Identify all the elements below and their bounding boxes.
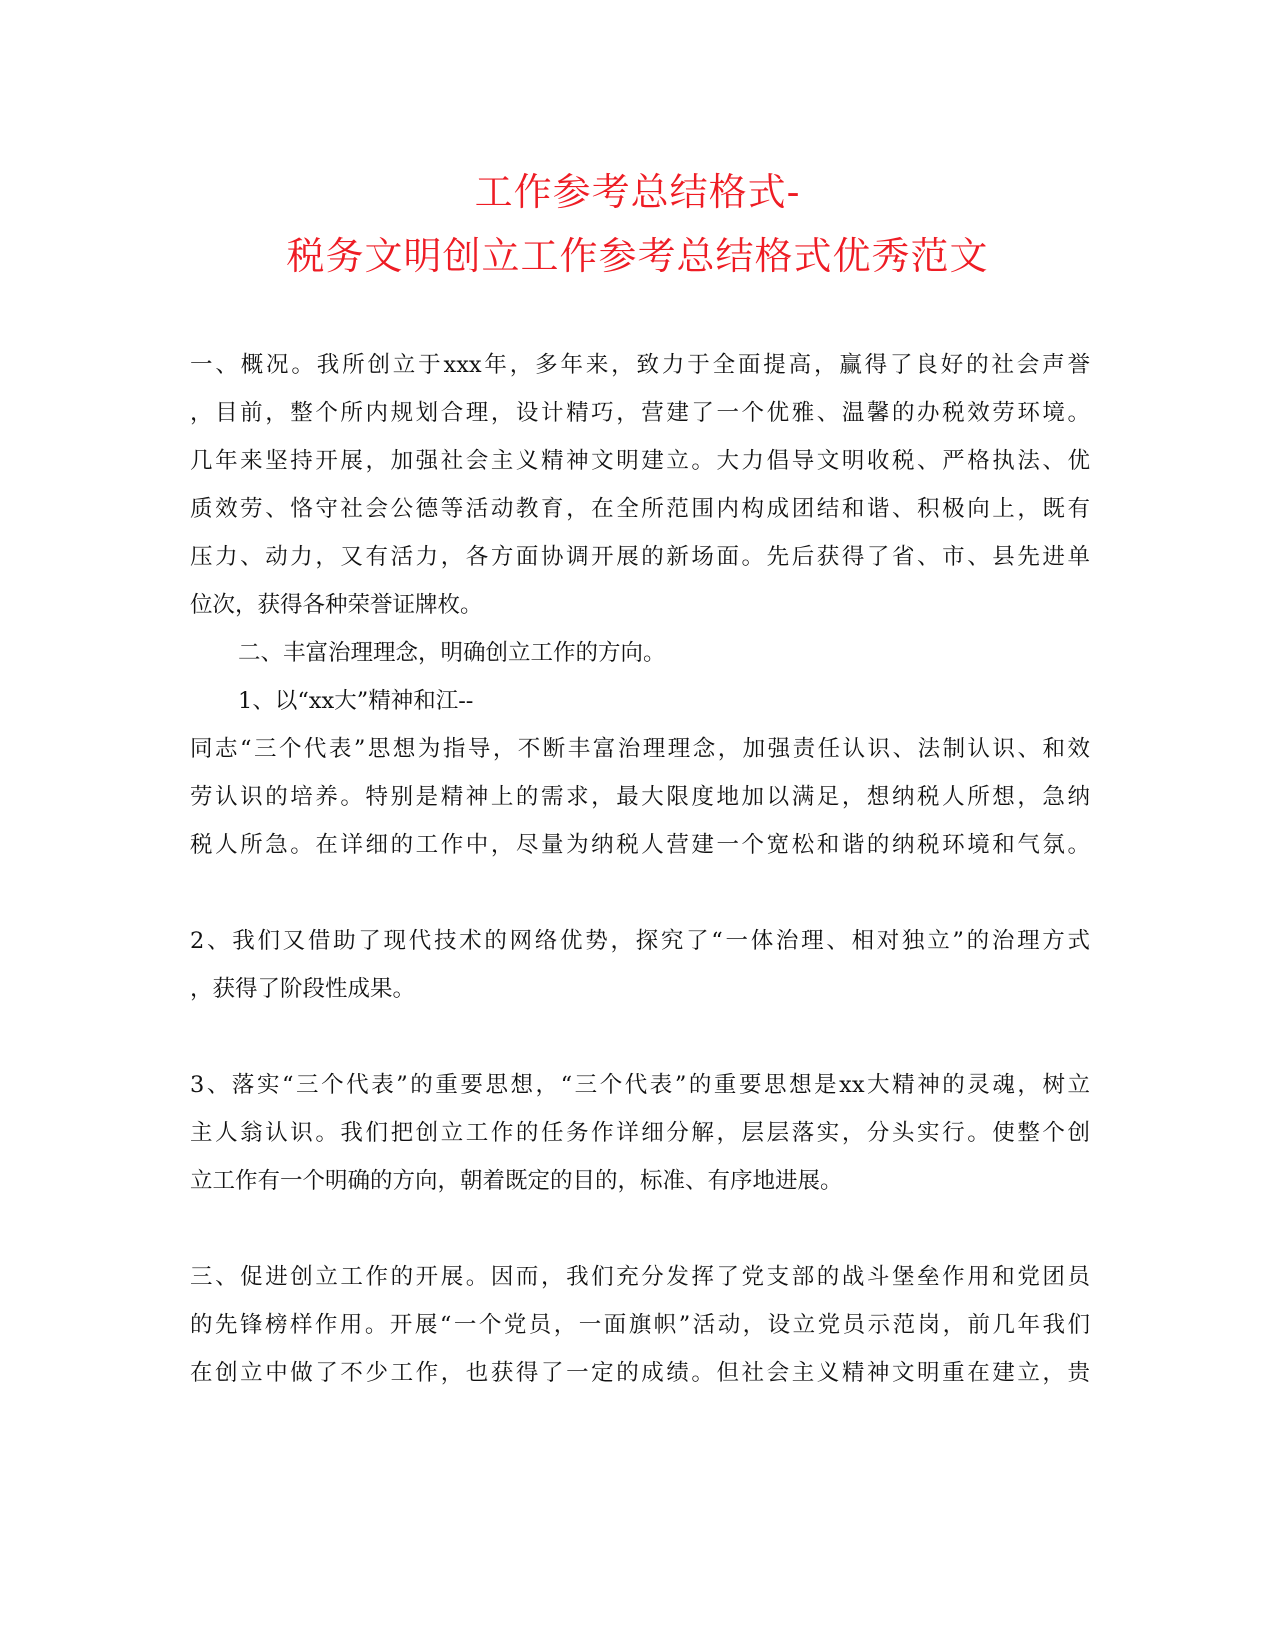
text-line: 税人所急。在详细的工作中，尽量为纳税人营建一个宽松和谐的纳税环境和气氛。 bbox=[190, 832, 1090, 858]
document-body bbox=[190, 341, 1090, 1397]
text-line: 三、促进创立工作的开展。因而，我们充分发挥了党支部的战斗堡垒作用和党团员 bbox=[190, 1264, 1090, 1290]
text-line: 2、我们又借助了现代技术的网络优势，探究了“一体治理、相对独立”的治理方式 bbox=[190, 928, 1090, 954]
title-line-2: 税务文明创立工作参考总结格式优秀范文 bbox=[286, 234, 989, 278]
paragraph-gap bbox=[190, 1013, 1090, 1061]
text-line: ，目前，整个所内规划合理，设计精巧，营建了一个优雅、温馨的办税效劳环境。 bbox=[190, 400, 1090, 426]
text-line: 二、丰富治理理念，明确创立工作的方向。 bbox=[238, 640, 666, 666]
text-line: 在创立中做了不少工作，也获得了一定的成绩。但社会主义精神文明重在建立，贵 bbox=[190, 1360, 1090, 1386]
paragraph-item-1 bbox=[190, 677, 1090, 869]
text-line: 质效劳、恪守社会公德等活动教育，在全所范围内构成团结和谐、积极向上，既有 bbox=[190, 496, 1090, 522]
title-line-1: 工作参考总结格式- bbox=[474, 170, 801, 214]
text-line: 的先锋榜样作用。开展“一个党员，一面旗帜”活动，设立党员示范岗，前几年我们 bbox=[190, 1312, 1090, 1338]
text-line: 主人翁认识。我们把创立工作的任务作详细分解，层层落实，分头实行。使整个创 bbox=[190, 1120, 1090, 1146]
paragraph-overview bbox=[190, 341, 1090, 629]
text-line: 一、概况。我所创立于xxx年，多年来，致力于全面提高，赢得了良好的社会声誉 bbox=[190, 352, 1090, 378]
paragraph-gap bbox=[190, 869, 1090, 917]
text-line: 3、落实“三个代表”的重要思想，“三个代表”的重要思想是xx大精神的灵魂，树立 bbox=[190, 1072, 1090, 1098]
paragraph-item-3 bbox=[190, 1061, 1090, 1205]
text-line: 劳认识的培养。特别是精神上的需求，最大限度地加以满足，想纳税人所想，急纳 bbox=[190, 784, 1090, 810]
text-line: 立工作有一个明确的方向，朝着既定的目的，标准、有序地进展。 bbox=[190, 1168, 843, 1194]
text-line: 几年来坚持开展，加强社会主义精神文明建立。大力倡导文明收税、严格执法、优 bbox=[190, 448, 1090, 474]
text-line: 位次，获得各种荣誉证牌枚。 bbox=[190, 592, 483, 618]
document-title bbox=[0, 160, 1275, 288]
text-line: 同志“三个代表”思想为指导，不断丰富治理理念，加强责任认识、法制认识、和效 bbox=[190, 736, 1090, 762]
paragraph-section-three bbox=[190, 1253, 1090, 1397]
paragraph-gap bbox=[190, 1205, 1090, 1253]
text-line: 1、以“xx大”精神和江-- bbox=[238, 688, 474, 714]
text-line: ，获得了阶段性成果。 bbox=[190, 976, 416, 1002]
paragraph-item-2 bbox=[190, 917, 1090, 1013]
text-line: 压力、动力，又有活力，各方面协调开展的新场面。先后获得了省、市、县先进单 bbox=[190, 544, 1090, 570]
paragraph-section-two-heading bbox=[190, 629, 1090, 677]
